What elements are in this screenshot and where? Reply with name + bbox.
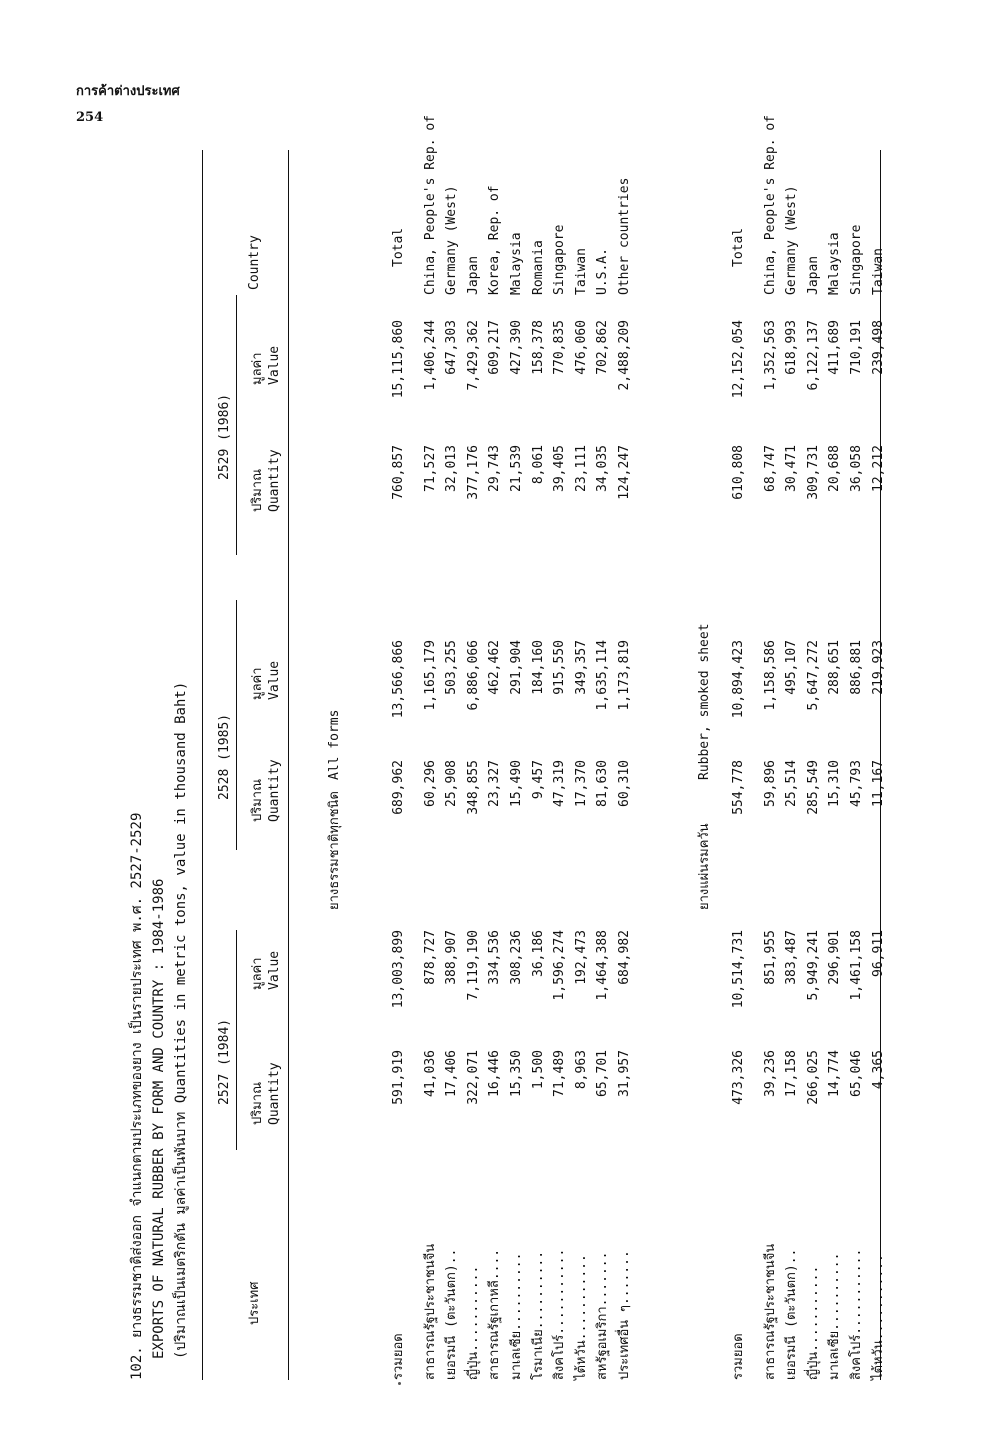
table-cell: 296,901 — [827, 930, 843, 985]
row-label-en: Japan — [805, 255, 821, 295]
row-label-th: รวมยอด — [731, 1333, 746, 1380]
table-cell: 15,310 — [827, 760, 843, 807]
table-cell: 591,919 — [391, 1050, 406, 1105]
subhead-qty-en: Quantity — [267, 449, 282, 512]
subhead-val-en: Value — [267, 660, 282, 700]
table-cell: 503,255 — [444, 640, 460, 695]
row-label-th: โรมาเนีย.......... — [530, 1250, 546, 1380]
table-cell: 6,122,137 — [805, 320, 821, 391]
header-year-1986: 2529 (1986) — [217, 393, 232, 480]
row-label-en: Germany (West) — [784, 185, 800, 295]
table-cell: 5,949,241 — [805, 930, 821, 1001]
table-cell: 285,549 — [805, 760, 821, 815]
table-cell: 68,747 — [762, 445, 778, 492]
table-cell: 23,327 — [487, 760, 503, 807]
table-cell: 1,352,563 — [762, 320, 778, 391]
table-cell: 71,527 — [422, 445, 438, 492]
table-cell: 411,689 — [827, 320, 843, 375]
table-cell: 60,310 — [617, 760, 632, 807]
subhead-val-en: Value — [267, 345, 282, 385]
row-label-en: Romania — [530, 240, 546, 295]
row-label-en: China, People's Rep. of — [762, 114, 778, 295]
table-cell: 15,490 — [509, 760, 524, 807]
table-cell: 1,165,179 — [422, 640, 438, 711]
table-cell: 702,862 — [595, 320, 611, 375]
table-cell: 15,350 — [509, 1050, 524, 1097]
row-label-th: ญี่ปุ่น........... — [465, 1265, 481, 1380]
table-cell: 1,406,244 — [422, 320, 438, 391]
row-label-th: สหรัฐอเมริกา....... — [595, 1251, 611, 1380]
table-cell: 23,111 — [573, 445, 589, 492]
table-cell: 192,473 — [573, 930, 589, 985]
row-label-th: สาธารณรัฐประชาชนจีน — [762, 1243, 778, 1380]
table-cell: 377,176 — [465, 445, 481, 500]
table-cell: 11,167 — [870, 760, 886, 807]
table-cell: 59,896 — [762, 760, 778, 807]
table-cell: 495,107 — [784, 640, 800, 695]
row-label-en: Singapore — [552, 224, 568, 295]
top-rule — [202, 150, 203, 1380]
table-cell: 647,303 — [444, 320, 460, 375]
table-cell: 12,212 — [870, 445, 886, 492]
table-cell: 36,186 — [530, 930, 546, 977]
table-cell: 348,855 — [465, 760, 481, 815]
table-cell: 308,236 — [509, 930, 524, 985]
table-cell: 45,793 — [849, 760, 864, 807]
table-cell: 1,158,586 — [762, 640, 778, 711]
table-cell: 81,630 — [595, 760, 611, 807]
table-cell: 30,471 — [784, 445, 800, 492]
header-country-en: Country — [247, 235, 262, 290]
subhead-val-th: มูลค่า — [250, 352, 265, 385]
table-cell: 1,173,819 — [617, 640, 632, 711]
row-label-en: Japan — [465, 255, 481, 295]
table-cell: 462,462 — [487, 640, 503, 695]
row-label-en: Singapore — [849, 224, 864, 295]
section-title-th: ยางแผ่นรมควัน — [697, 823, 712, 910]
table-cell: 288,651 — [827, 640, 843, 695]
table-cell: 760,857 — [391, 445, 406, 500]
table-cell: 334,536 — [487, 930, 503, 985]
table-cell: 65,701 — [595, 1050, 611, 1097]
row-label-th: มาเลเซีย.......... — [509, 1252, 524, 1380]
running-head: การค้าต่างประเทศ — [76, 84, 180, 99]
table-title-en: EXPORTS OF NATURAL RUBBER BY FORM AND COUNTRY : 1984-1986 — [151, 878, 167, 1359]
subhead-qty-th: ปริมาณ — [250, 778, 265, 822]
row-label-th: สิงคโปร์........... — [849, 1248, 864, 1380]
table-cell: 1,500 — [530, 1050, 546, 1090]
row-label-th: สาธารณรัฐเกาหลี.... — [487, 1248, 503, 1380]
table-cell: 32,013 — [444, 445, 460, 492]
row-label-th: มาเลเซีย.......... — [827, 1252, 843, 1380]
header-year-1984: 2527 (1984) — [217, 1018, 232, 1105]
table-cell: 2,488,209 — [617, 320, 632, 391]
row-label-en: Korea, Rep. of — [487, 185, 503, 295]
section-title-en: All forms — [327, 709, 342, 780]
subhead-val-th: มูลค่า — [250, 957, 265, 990]
row-label-en: China, People's Rep. of — [422, 114, 438, 295]
table-cell: 17,406 — [444, 1050, 460, 1097]
row-label-th: ประเทศอื่น ๆ....... — [617, 1250, 632, 1380]
table-cell: 65,046 — [849, 1050, 864, 1097]
table-cell: 554,778 — [731, 760, 746, 815]
table-cell: 609,217 — [487, 320, 503, 375]
row-label-th: เยอรมนี (ตะวันตก).. — [444, 1248, 460, 1380]
table-cell: 7,429,362 — [465, 320, 481, 391]
table-cell: 39,405 — [552, 445, 568, 492]
row-label-en: U.S.A. — [595, 248, 611, 295]
table-cell: 684,982 — [617, 930, 632, 985]
table-cell: 6,886,066 — [465, 640, 481, 711]
table-cell: 9,457 — [530, 760, 546, 800]
row-label-en: Taiwan — [870, 248, 886, 295]
table-cell: 15,115,860 — [391, 320, 406, 399]
subhead-val-en: Value — [267, 950, 282, 990]
header-year-1985: 2528 (1985) — [217, 713, 232, 800]
header-rule — [288, 150, 289, 1380]
rotated-table — [110, 114, 890, 1380]
row-label-th: สาธารณรัฐประชาชนจีน — [422, 1243, 438, 1380]
table-cell: 10,894,423 — [731, 640, 746, 719]
table-cell: 41,036 — [422, 1050, 438, 1097]
table-cell: 349,357 — [573, 640, 589, 695]
table-cell: 158,378 — [530, 320, 546, 375]
table-cell: 219,923 — [870, 640, 886, 695]
year-rule-1985 — [236, 600, 237, 850]
table-cell: 34,035 — [595, 445, 611, 492]
table-cell: 476,060 — [573, 320, 589, 375]
table-cell: 17,158 — [784, 1050, 800, 1097]
table-cell: 25,908 — [444, 760, 460, 807]
table-cell: 710,191 — [849, 320, 864, 375]
table-cell: 17,370 — [573, 760, 589, 807]
table-cell: 1,464,388 — [595, 930, 611, 1001]
page-number: 254 — [76, 110, 104, 125]
table-cell: 25,514 — [784, 760, 800, 807]
table-title-th: 102. ยางธรรมชาติส่งออก จำแนกตามประเภทของยาง เป็นรายประเทศ พ.ศ. 2527-2529 — [129, 812, 145, 1380]
table-cell: 878,727 — [422, 930, 438, 985]
row-label-en: Taiwan — [573, 248, 589, 295]
table-cell: 29,743 — [487, 445, 503, 492]
row-label-en: Total — [391, 227, 406, 267]
scan-speck — [398, 1382, 401, 1385]
row-label-en: Other countries — [617, 177, 632, 295]
subhead-qty-en: Quantity — [267, 759, 282, 822]
year-rule-1984 — [236, 930, 237, 1150]
table-cell: 13,566,866 — [391, 640, 406, 719]
row-label-th: รวมยอด — [391, 1333, 406, 1380]
row-label-en: Malaysia — [827, 232, 843, 295]
table-cell: 8,963 — [573, 1050, 589, 1090]
table-cell: 427,390 — [509, 320, 524, 375]
section-title-th: ยางธรรมชาติทุกชนิด — [327, 791, 342, 910]
row-label-en: Malaysia — [509, 232, 524, 295]
table-cell: 886,881 — [849, 640, 864, 695]
table-cell: 16,446 — [487, 1050, 503, 1097]
table-cell: 915,550 — [552, 640, 568, 695]
table-cell: 309,731 — [805, 445, 821, 500]
table-cell: 388,907 — [444, 930, 460, 985]
section-title-en: Rubber, smoked sheet — [697, 623, 712, 780]
row-label-th: ไต้หวัน........... — [870, 1254, 886, 1380]
row-label-th: เยอรมนี (ตะวันตก).. — [784, 1248, 800, 1380]
table-cell: 473,326 — [731, 1050, 746, 1105]
table-cell: 610,808 — [731, 445, 746, 500]
table-cell: 36,058 — [849, 445, 864, 492]
table-cell: 39,236 — [762, 1050, 778, 1097]
table-cell: 689,962 — [391, 760, 406, 815]
table-cell: 322,071 — [465, 1050, 481, 1105]
subhead-val-th: มูลค่า — [250, 667, 265, 700]
table-cell: 47,319 — [552, 760, 568, 807]
table-cell: 13,003,899 — [391, 930, 406, 1009]
row-label-en: Germany (West) — [444, 185, 460, 295]
table-cell: 12,152,054 — [731, 320, 746, 399]
table-cell: 10,514,731 — [731, 930, 746, 1009]
subhead-qty-th: ปริมาณ — [250, 1081, 265, 1125]
table-cell: 7,119,190 — [465, 930, 481, 1001]
row-label-th: ญี่ปุ่น........... — [805, 1265, 821, 1380]
table-cell: 31,957 — [617, 1050, 632, 1097]
subhead-qty-en: Quantity — [267, 1062, 282, 1125]
row-label-th: ไต้หวัน........... — [573, 1254, 589, 1380]
table-cell: 383,487 — [784, 930, 800, 985]
row-label-en: Total — [731, 227, 746, 267]
table-cell: 184,160 — [530, 640, 546, 695]
table-cell: 1,461,158 — [849, 930, 864, 1001]
table-cell: 291,904 — [509, 640, 524, 695]
table-unit-note: (ปริมาณเป็นเมตริกตัน มูลค่าเป็นพันบาท Quantities in metric tons, value in thousand Baht) — [173, 681, 189, 1359]
header-country-th: ประเทศ — [247, 1281, 262, 1325]
table-cell: 5,647,272 — [805, 640, 821, 711]
table-cell: 96,911 — [870, 930, 886, 977]
row-label-th: สิงคโปร์........... — [552, 1248, 568, 1380]
table-cell: 266,025 — [805, 1050, 821, 1105]
table-cell: 1,596,274 — [552, 930, 568, 1001]
table-cell: 618,993 — [784, 320, 800, 375]
subhead-qty-th: ปริมาณ — [250, 468, 265, 512]
table-cell: 60,296 — [422, 760, 438, 807]
table-cell: 851,955 — [762, 930, 778, 985]
table-cell: 71,489 — [552, 1050, 568, 1097]
table-cell: 8,061 — [530, 445, 546, 485]
table-cell: 239,498 — [870, 320, 886, 375]
table-cell: 1,635,114 — [595, 640, 611, 711]
table-cell: 20,688 — [827, 445, 843, 492]
year-rule-1986 — [236, 295, 237, 555]
table-cell: 4,365 — [870, 1050, 886, 1090]
table-cell: 14,774 — [827, 1050, 843, 1097]
table-cell: 770,835 — [552, 320, 568, 375]
table-cell: 21,539 — [509, 445, 524, 492]
table-cell: 124,247 — [617, 445, 632, 500]
